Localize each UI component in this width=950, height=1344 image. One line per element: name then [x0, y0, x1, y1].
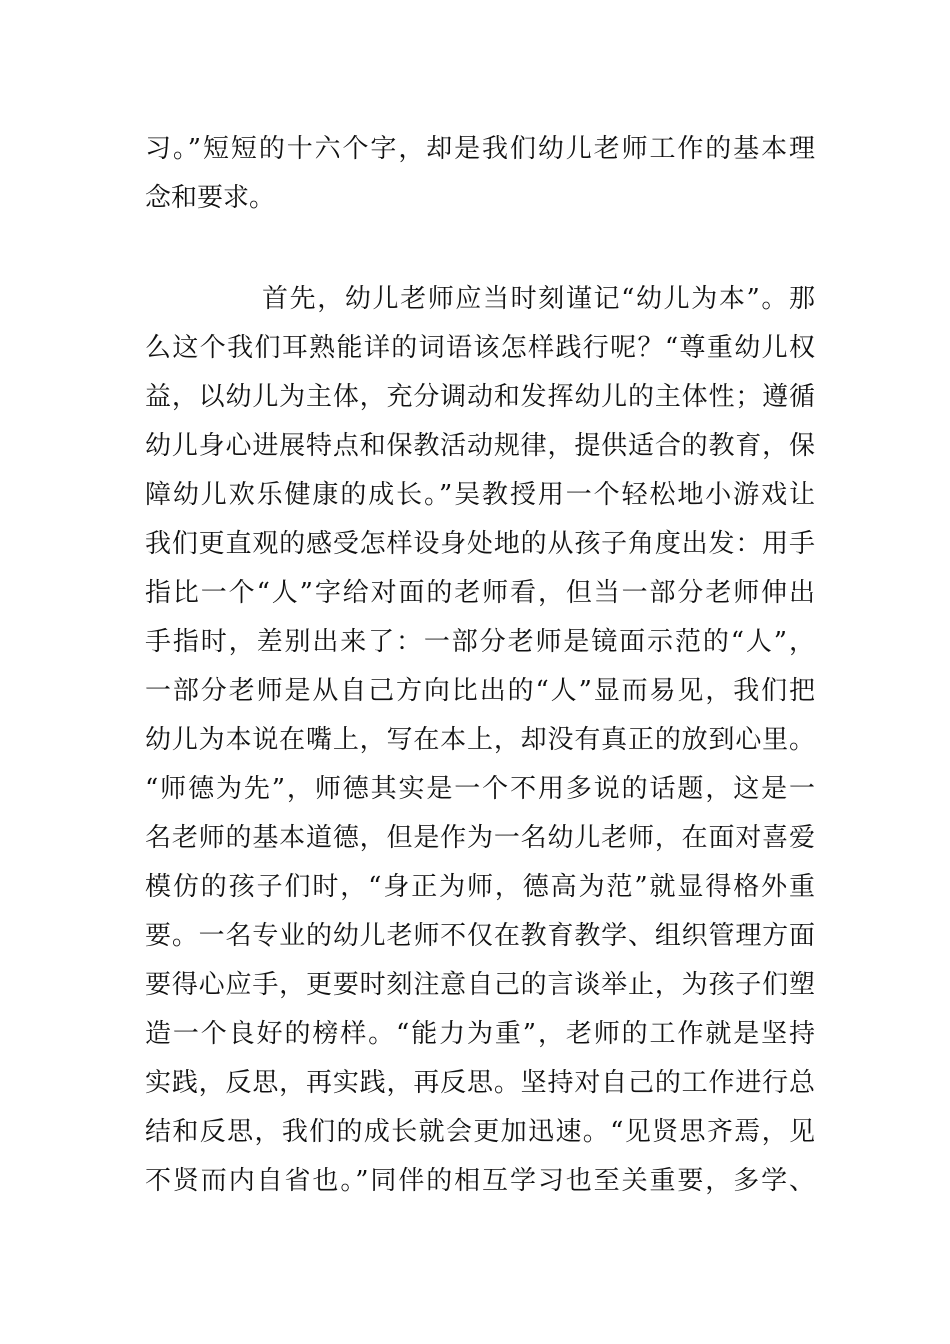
text-line: 么这个我们耳熟能详的词语该怎样践行呢？“尊重幼儿权 — [145, 333, 815, 363]
text-line: 障幼儿欢乐健康的成长。”吴教授用一个轻松地小游戏让 — [145, 480, 815, 510]
text-line: 要得心应手，更要时刻注意自己的言谈举止，为孩子们塑 — [145, 970, 815, 1000]
text-line: 幼儿为本说在嘴上，写在本上，却没有真正的放到心里。 — [145, 725, 815, 755]
text-line: “师德为先”，师德其实是一个不用多说的话题，这是一 — [145, 774, 815, 804]
text-line: 我们更直观的感受怎样设身处地的从孩子角度出发：用手 — [145, 529, 815, 559]
text-line: 造一个良好的榜样。“能力为重”，老师的工作就是坚持 — [145, 1019, 815, 1049]
text-line: 习。”短短的十六个字，却是我们幼儿老师工作的基本理 — [145, 134, 815, 164]
text-line: 实践，反思，再实践，再反思。坚持对自己的工作进行总 — [145, 1068, 815, 1098]
text-line: 名老师的基本道德，但是作为一名幼儿老师，在面对喜爱 — [145, 823, 815, 853]
text-line: 念和要求。 — [145, 183, 276, 213]
text-line: 益，以幼儿为主体，充分调动和发挥幼儿的主体性；遵循 — [145, 382, 815, 412]
text-line: 不贤而内自省也。”同伴的相互学习也至关重要，多学、 — [145, 1166, 815, 1196]
text-line: 模仿的孩子们时，“身正为师，德高为范”就显得格外重 — [145, 872, 815, 902]
text-line: 要。一名专业的幼儿老师不仅在教育教学、组织管理方面 — [145, 921, 815, 951]
text-line: 结和反思，我们的成长就会更加迅速。“见贤思齐焉，见 — [145, 1117, 815, 1147]
text-line: 手指时，差别出来了：一部分老师是镜面示范的“人”， — [145, 627, 815, 657]
text-line: 指比一个“人”字给对面的老师看，但当一部分老师伸出 — [145, 578, 815, 608]
text-line: 首先，幼儿老师应当时刻谨记“幼儿为本”。那 — [262, 284, 815, 314]
text-line: 幼儿身心进展特点和保教活动规律，提供适合的教育，保 — [145, 431, 815, 461]
text-line: 一部分老师是从自己方向比出的“人”显而易见，我们把 — [145, 676, 815, 706]
